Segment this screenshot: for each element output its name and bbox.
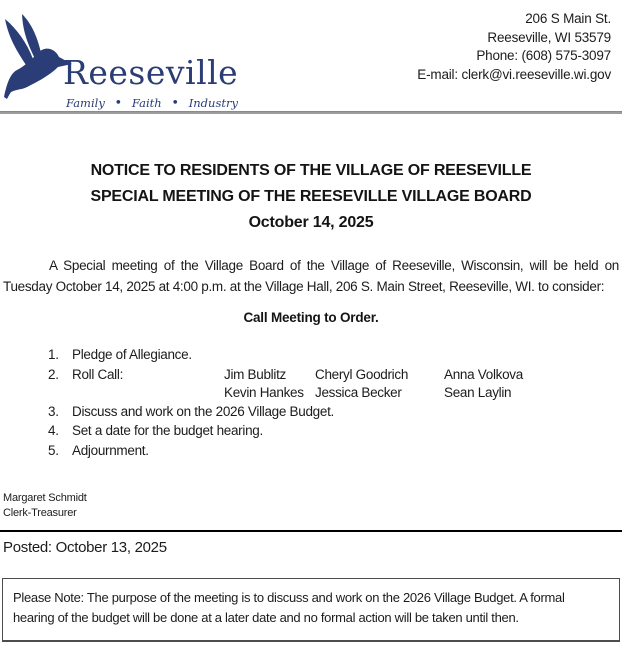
agenda-item-number: 4.: [48, 423, 59, 438]
agenda-item-number: 1.: [48, 347, 59, 362]
call-to-order-heading: Call Meeting to Order.: [243, 310, 379, 325]
signature-block: [0, 491, 622, 521]
agenda-item-text: Pledge of Allegiance.: [72, 347, 192, 362]
agenda-item-text: Set a date for the budget hearing.: [72, 423, 263, 438]
agenda-item-pledge: [0, 345, 622, 365]
logo-wordmark: Reeseville: [63, 53, 239, 92]
intro-paragraph: A Special meeting of the Village Board of the Village of Reeseville, Wisconsin, will be held on Tuesday October 14, 2025 at 4:00 p.m. at the Village Hall, 206 S. Main Street, Reeseville, WI. to consider:: [3, 258, 619, 294]
agenda-item-hearing-date: [0, 421, 622, 441]
agenda-item-text: Adjournment.: [72, 442, 149, 458]
agenda-item-number: 5.: [48, 442, 59, 458]
contact-street: 206 S Main St.: [525, 11, 611, 26]
roll-call-row: [72, 365, 622, 402]
notice-title-line1: NOTICE TO RESIDENTS OF THE VILLAGE OF REESEVILLE: [90, 162, 532, 179]
tagline-word-family: Family: [66, 96, 105, 110]
contact-phone: Phone: (608) 575-3097: [476, 48, 611, 63]
posted-date: Posted: October 13, 2025: [3, 539, 167, 556]
tagline-word-industry: Industry: [188, 96, 238, 110]
tagline-bullet-icon: •: [114, 95, 123, 111]
contact-block: [417, 10, 611, 84]
please-note-box: Please Note: The purpose of the meeting is to discuss and work on the 2026 Village Budget. A formal hearing of the budget will be done at a later date and no formal action will be taken until then.: [2, 578, 620, 642]
notice-title-date: October 14, 2025: [248, 214, 374, 231]
contact-email: E-mail: clerk@vi.reeseville.wi.gov: [417, 66, 611, 82]
letterhead-divider: [0, 111, 622, 114]
agenda-item-number: 2.: [48, 366, 59, 382]
roll-call-label: Roll Call:: [72, 366, 124, 382]
agenda-item-text: Discuss and work on the 2026 Village Budget.: [72, 403, 334, 419]
agenda-item-roll-call: [0, 365, 622, 402]
roll-call-name: Anna Volkova: [444, 366, 523, 382]
roll-call-name: Cheryl Goodrich: [315, 366, 409, 382]
agenda-item-number: 3.: [48, 403, 59, 419]
roll-call-name: Jim Bublitz: [224, 366, 286, 382]
clerk-title: Clerk-Treasurer: [3, 507, 77, 519]
agenda-item-adjournment: [0, 441, 622, 461]
clerk-name: Margaret Schmidt: [3, 492, 87, 504]
posted-divider: [0, 530, 622, 532]
agenda-list: [0, 345, 622, 460]
roll-call-name: Jessica Becker: [315, 385, 402, 400]
agenda-item-budget: [0, 402, 622, 422]
letterhead: [0, 0, 622, 112]
village-logo: [3, 8, 243, 111]
roll-call-name: Sean Laylin: [444, 385, 512, 400]
contact-city-state-zip: Reeseville, WI 53579: [487, 29, 611, 45]
notice-title: [0, 158, 622, 236]
notice-title-line2: SPECIAL MEETING OF THE REESEVILLE VILLAGE BOARD: [90, 188, 532, 205]
tagline-word-faith: Faith: [131, 96, 162, 110]
roll-call-name: Kevin Hankes: [224, 385, 304, 400]
tagline-bullet-icon: •: [171, 95, 180, 111]
logo-tagline: [66, 96, 238, 110]
roll-call-names: [224, 365, 523, 402]
